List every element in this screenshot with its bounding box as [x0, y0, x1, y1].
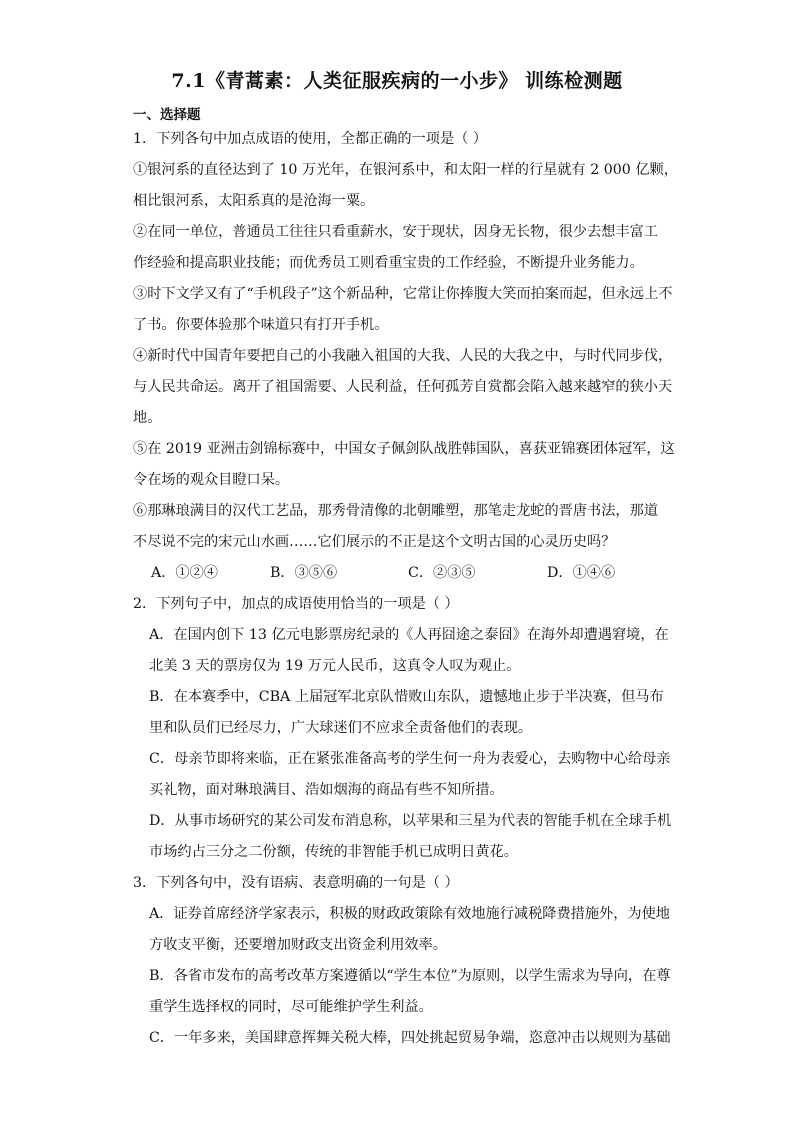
q1-sentence-3-line-1: ③时下文学又有了“手机段子”这个新品种，它常让你捧腹大笑而拍案而起，但永远上不 — [133, 286, 673, 302]
q2-option-a-line-1[interactable]: A．在国内创下 13 亿元电影票房纪录的《人再囧途之泰囧》在海外却遭遇窘境，在 — [149, 627, 669, 643]
q1-sentence-3-line-2: 了书。你要体验那个味道只有打开手机。 — [133, 317, 389, 333]
q3-option-a-line-2[interactable]: 方收支平衡，还要增加财政支出资金利用效率。 — [149, 937, 447, 953]
q1-option-b[interactable]: B．③⑤⑥ — [270, 565, 338, 581]
q1-sentence-1-line-1: ①银河系的直径达到了 10 万光年，在银河系中，和太阳一样的行星就有 2 000 亿颗， — [133, 162, 678, 178]
q1-option-a[interactable]: A．①②④ — [151, 565, 218, 581]
page-title: 7.1《青蒿素：人类征服疾病的一小步》 训练检测题 — [171, 70, 623, 92]
section-heading: 一、选择题 — [133, 107, 201, 123]
question-1-stem: 1．下列各句中加点成语的使用，全都正确的一项是（ ） — [133, 131, 488, 147]
q2-option-b-line-2[interactable]: 里和队员们已经尽力，广大球迷们不应求全责备他们的表现。 — [149, 720, 533, 736]
q1-sentence-5-line-2: 令在场的观众目瞪口呆。 — [133, 472, 290, 488]
q3-option-a-line-1[interactable]: A．证券首席经济学家表示，积极的财政政策除有效地施行减税降费措施外，为使地 — [149, 906, 670, 922]
q1-sentence-5-line-1: ⑤在 2019 亚洲击剑锦标赛中，中国女子佩剑队战胜韩国队，喜获亚锦赛团体冠军，这 — [133, 441, 675, 457]
q3-option-c-line-1[interactable]: C．一年多来，美国肆意挥舞关税大棒，四处挑起贸易争端，恣意冲击以规则为基础 — [149, 1030, 671, 1046]
q1-sentence-6-line-2: 不尽说不完的宋元山水画……它们展示的不正是这个文明古国的心灵历史吗？ — [133, 534, 616, 550]
question-3-stem: 3．下列各句中，没有语病、表意明确的一句是（ ） — [133, 875, 459, 891]
q1-sentence-6-line-1: ⑥那琳琅满目的汉代工艺品，那秀骨清像的北朝雕塑，那笔走龙蛇的晋唐书法，那道 — [133, 503, 658, 519]
q2-option-a-line-2[interactable]: 北美 3 天的票房仅为 19 万元人民币，这真令人叹为观止。 — [149, 658, 521, 674]
q1-option-d[interactable]: D．①④⑥ — [547, 565, 616, 581]
q3-option-b-line-1[interactable]: B．各省市发布的高考改革方案遵循以“学生本位”为原则，以学生需求为导向，在尊 — [149, 968, 671, 984]
q2-option-b-line-1[interactable]: B．在本赛季中，CBA 上届冠军北京队惜败山东队，遗憾地止步于半决赛，但马布 — [149, 689, 664, 705]
q2-option-d-line-2[interactable]: 市场约占三分之二份额，传统的非智能手机已成明日黄花。 — [149, 844, 518, 860]
q1-options — [133, 558, 663, 589]
q2-option-d-line-1[interactable]: D．从事市场研究的某公司发布消息称，以苹果和三星为代表的智能手机在全球手机 — [149, 813, 672, 829]
q1-sentence-4-line-2: 与人民共命运。离开了祖国需要、人民利益，任何孤芳自赏都会陷入越来越窄的狭小天 — [133, 379, 673, 395]
q1-sentence-1-line-2: 相比银河系，太阳系真的是沧海一粟。 — [133, 193, 375, 209]
q1-sentence-2-line-1: ②在同一单位，普通员工往往只看重薪水，安于现状，因身无长物，很少去想丰富工 — [133, 224, 658, 240]
q1-sentence-4-line-3: 地。 — [133, 410, 162, 426]
question-2-stem: 2．下列句子中，加点的成语使用恰当的一项是（ ） — [133, 596, 459, 612]
q3-option-b-line-2[interactable]: 重学生选择权的同时，尽可能维护学生利益。 — [149, 999, 433, 1015]
q2-option-c-line-2[interactable]: 买礼物，面对琳琅满目、浩如烟海的商品有些不知所措。 — [149, 782, 504, 798]
q2-option-c-line-1[interactable]: C．母亲节即将来临，正在紧张准备高考的学生何一舟为表爱心，去购物中心给母亲 — [149, 751, 671, 767]
q1-sentence-4-line-1: ④新时代中国青年要把自己的小我融入祖国的大我、人民的大我之中，与时代同步伐， — [133, 348, 673, 364]
q1-option-c[interactable]: C．②③⑤ — [408, 565, 476, 581]
question-list — [133, 124, 678, 1054]
q1-sentence-2-line-2: 作经验和提高职业技能；而优秀员工则看重宝贵的工作经验，不断提升业务能力。 — [133, 255, 644, 271]
